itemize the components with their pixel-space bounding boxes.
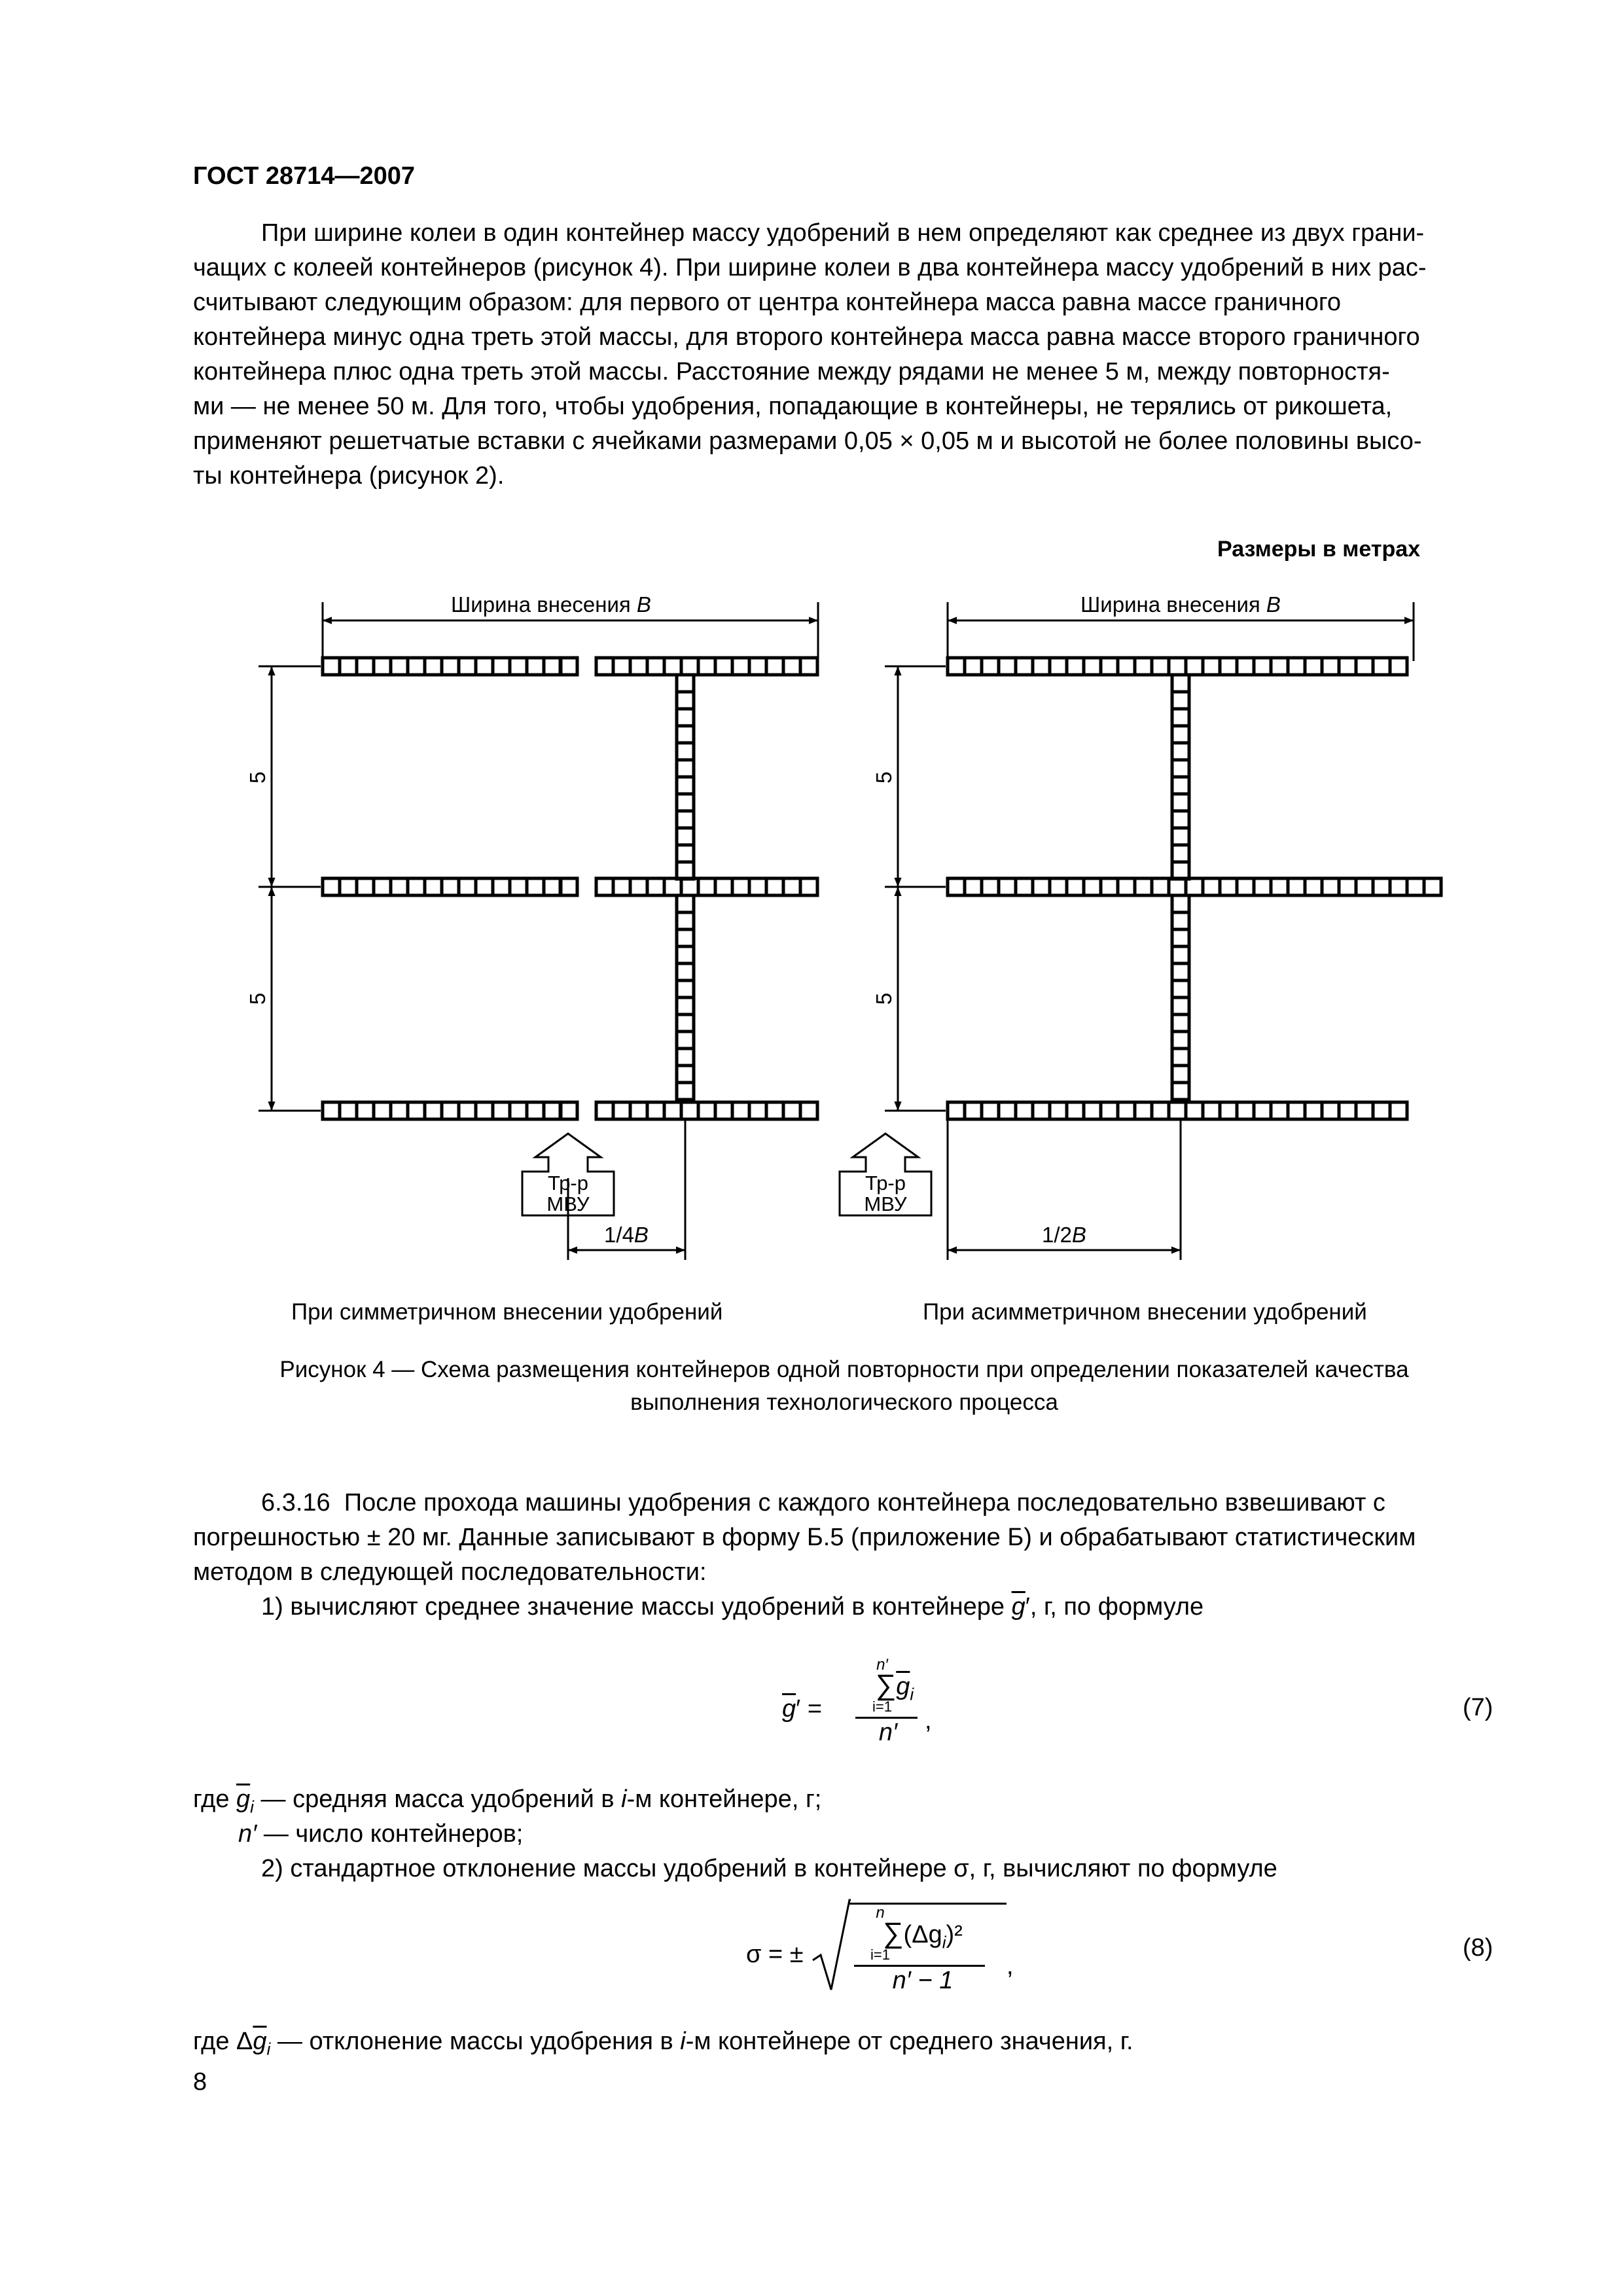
center-container-cell — [560, 878, 577, 895]
container-cell — [965, 878, 982, 895]
track-container-cell — [677, 1083, 694, 1100]
container-cell — [391, 1102, 408, 1119]
item-1-symbol: $\overline{g}$ — [1011, 1593, 1026, 1621]
where-1-i: i — [621, 1785, 627, 1813]
container-cell — [323, 658, 340, 675]
where-1-sub: i — [250, 1797, 254, 1817]
container-cell — [1288, 658, 1305, 675]
container-cell — [766, 1102, 783, 1119]
container-cell — [647, 1102, 664, 1119]
track-container-cell — [677, 777, 694, 794]
formula-8-sum: ∑ — [883, 1917, 904, 1949]
container-cell — [1237, 878, 1254, 895]
track-container-cell — [677, 980, 694, 997]
container-cell — [1220, 878, 1237, 895]
track-container-cell — [677, 811, 694, 828]
track-container-cell — [677, 709, 694, 726]
container-cell — [1305, 658, 1322, 675]
intro-line: ты контейнера (рисунок 2). — [193, 462, 505, 490]
container-cell — [698, 658, 715, 675]
formula-7-tail: , — [925, 1707, 932, 1734]
where-3-end: -м контейнере от среднего значения, г. — [685, 2028, 1133, 2055]
container-cell — [613, 1102, 630, 1119]
container-cell — [982, 658, 999, 675]
track-container-cell — [1172, 692, 1189, 709]
container-cell — [715, 1102, 732, 1119]
container-cell — [965, 1102, 982, 1119]
container-cell — [749, 1102, 766, 1119]
container-cell — [527, 878, 544, 895]
container-cell — [1186, 878, 1203, 895]
formula-7-lower: i=1 — [872, 1698, 892, 1715]
formula-7-term-sub: i — [910, 1684, 914, 1704]
container-cell — [732, 878, 749, 895]
track-container-cell — [1172, 828, 1189, 845]
container-cell — [681, 658, 698, 675]
container-cell — [613, 658, 630, 675]
container-cell — [732, 658, 749, 675]
container-cell — [510, 878, 527, 895]
container-cell — [510, 658, 527, 675]
container-cell — [1390, 1102, 1407, 1119]
container-cell — [1033, 878, 1050, 895]
container-cell — [1033, 658, 1050, 675]
container-cell — [1254, 878, 1271, 895]
track-container-cell — [1172, 760, 1189, 777]
container-cell — [766, 878, 783, 895]
section-line-2: погрешностью ± 20 мг. Данные записывают в форму Б.5 (приложение Б) и обрабатывают статистическим — [193, 1524, 1416, 1551]
track-container-cell — [677, 997, 694, 1014]
formula-7-lhs-eq: ′ = — [796, 1695, 823, 1723]
left-container-grid — [323, 658, 817, 1119]
container-cell — [1135, 658, 1152, 675]
container-cell — [340, 658, 357, 675]
container-cell — [1050, 658, 1067, 675]
container-cell — [715, 878, 732, 895]
left-subcaption: При симметричном внесении удобрений — [291, 1299, 723, 1325]
right-subcaption: При асимметричном внесении удобрений — [923, 1299, 1367, 1325]
intro-line: При ширине колеи в один контейнер массу удобрений в нем определяют как среднее из двух грани- — [261, 219, 1425, 247]
container-cell — [1016, 878, 1033, 895]
container-cell — [1067, 1102, 1084, 1119]
where-1-text: — средняя масса удобрений в — [253, 1785, 622, 1813]
container-cell — [323, 878, 340, 895]
container-cell — [476, 878, 493, 895]
track-container-cell — [1172, 743, 1189, 760]
container-cell — [459, 1102, 476, 1119]
container-cell — [1424, 878, 1441, 895]
track-container-cell — [1172, 1014, 1189, 1031]
track-container-cell — [677, 912, 694, 929]
container-cell — [323, 1102, 340, 1119]
container-cell — [613, 878, 630, 895]
container-cell — [1390, 878, 1407, 895]
container-cell — [476, 658, 493, 675]
track-container-cell — [1172, 963, 1189, 980]
track-container-cell — [677, 828, 694, 845]
where-3-text: — отклонение массы удобрения в — [270, 2028, 681, 2055]
formula-7-sum: ∑ — [875, 1669, 897, 1701]
track-container-cell — [677, 963, 694, 980]
equation-number-8: (8) — [1463, 1934, 1493, 1962]
where-3-sub: i — [266, 2039, 271, 2059]
equation-number-7: (7) — [1463, 1694, 1493, 1721]
item-1-suffix: ′, г, по формуле — [1025, 1593, 1204, 1621]
formula-8-tail: , — [1007, 1952, 1014, 1980]
container-cell — [1050, 878, 1067, 895]
track-container-cell — [677, 675, 694, 692]
where-2-symbol: n′ — [238, 1820, 257, 1848]
figure-caption — [193, 1354, 1495, 1419]
track-container-cell — [677, 1066, 694, 1083]
container-cell — [1322, 878, 1339, 895]
track-container-cell — [1172, 1083, 1189, 1100]
container-cell — [1254, 1102, 1271, 1119]
right-machine-label-2: МВУ — [864, 1193, 907, 1215]
container-cell — [1220, 1102, 1237, 1119]
page-number: 8 — [193, 2068, 207, 2096]
track-container-cell — [1172, 794, 1189, 811]
where-2-text: — число контейнеров; — [257, 1820, 524, 1848]
container-cell — [596, 1102, 613, 1119]
formula-8-term-end: )² — [946, 1921, 963, 1948]
container-cell — [442, 878, 459, 895]
section-line-1 — [261, 1489, 1385, 1517]
document-header: ГОСТ 28714—2007 — [193, 162, 416, 190]
container-cell — [664, 1102, 681, 1119]
track-container-cell — [1172, 675, 1189, 692]
container-cell — [948, 878, 965, 895]
container-cell — [357, 658, 374, 675]
right-container-grid — [948, 658, 1441, 1119]
container-cell — [1390, 658, 1407, 675]
section-text: После прохода машины удобрения с каждого контейнера последовательно взвешивают с — [344, 1489, 1385, 1516]
container-cell — [1169, 878, 1186, 895]
container-cell — [391, 658, 408, 675]
track-container-cell — [677, 1014, 694, 1031]
intro-line: контейнера минус одна треть этой массы, для второго контейнера масса равна массе второго граничного — [193, 323, 1420, 351]
track-container-cell — [677, 760, 694, 777]
left-row-label-2: 5 — [245, 992, 270, 1005]
container-cell — [965, 658, 982, 675]
track-container-cell — [1172, 726, 1189, 743]
track-container-cell — [1172, 1049, 1189, 1066]
container-cell — [766, 658, 783, 675]
formula-8-term-sub: i — [942, 1932, 946, 1952]
track-container-cell — [677, 726, 694, 743]
container-cell — [493, 658, 510, 675]
track-container-cell — [1172, 895, 1189, 912]
container-cell — [1322, 658, 1339, 675]
container-cell — [1203, 1102, 1220, 1119]
center-container-cell — [560, 1102, 577, 1119]
figure-caption-line-1: Рисунок 4 — Схема размещения контейнеров одной повторности при определении показателей качества — [279, 1357, 1409, 1382]
container-cell — [340, 878, 357, 895]
container-cell — [596, 878, 613, 895]
container-cell — [1373, 658, 1390, 675]
container-cell — [1237, 658, 1254, 675]
container-cell — [1169, 1102, 1186, 1119]
container-cell — [1118, 1102, 1135, 1119]
container-cell — [630, 658, 647, 675]
container-cell — [732, 1102, 749, 1119]
figure-caption-line-2: выполнения технологического процесса — [630, 1390, 1058, 1415]
container-cell — [749, 658, 766, 675]
section-number: 6.3.16 — [261, 1489, 330, 1516]
formula-7-term: $\overline{g}$ — [896, 1673, 910, 1700]
track-container-cell — [677, 862, 694, 879]
container-cell — [1356, 1102, 1373, 1119]
container-cell — [442, 1102, 459, 1119]
container-cell — [999, 1102, 1016, 1119]
track-container-cell — [677, 1049, 694, 1066]
container-cell — [1271, 658, 1288, 675]
formula-8-upper: n — [876, 1904, 885, 1922]
container-cell — [630, 878, 647, 895]
container-cell — [1101, 1102, 1118, 1119]
formula-8-lower: i=1 — [870, 1946, 890, 1963]
container-cell — [1152, 658, 1169, 675]
formula-8-lhs: σ = ± — [746, 1941, 804, 1968]
container-cell — [982, 1102, 999, 1119]
track-container-cell — [1172, 946, 1189, 963]
container-cell — [783, 878, 800, 895]
item-2: 2) стандартное отклонение массы удобрений в контейнере σ, г, вычисляют по формуле — [261, 1855, 1277, 1882]
where-2 — [238, 1820, 523, 1848]
container-cell — [1339, 1102, 1356, 1119]
container-cell — [442, 658, 459, 675]
container-cell — [1033, 1102, 1050, 1119]
where-1 — [193, 1785, 821, 1818]
container-cell — [391, 878, 408, 895]
container-cell — [527, 658, 544, 675]
container-cell — [1084, 658, 1101, 675]
track-container-cell — [677, 692, 694, 709]
where-1-prefix: где — [193, 1785, 230, 1813]
formula-7-lhs: $\overline{g}$ — [782, 1695, 796, 1723]
container-cell — [1084, 1102, 1101, 1119]
container-cell — [1407, 878, 1424, 895]
track-container-cell — [1172, 777, 1189, 794]
container-cell — [1016, 658, 1033, 675]
container-cell — [408, 878, 425, 895]
container-cell — [1271, 878, 1288, 895]
container-cell — [1237, 1102, 1254, 1119]
container-cell — [374, 878, 391, 895]
container-cell — [800, 658, 817, 675]
container-cell — [459, 658, 476, 675]
container-cell — [357, 878, 374, 895]
container-cell — [1356, 878, 1373, 895]
where-3-i: i — [680, 2028, 686, 2055]
item-1-text: 1) вычисляют среднее значение массы удобрений в контейнере — [261, 1593, 1005, 1621]
formula-8-term: (Δg — [903, 1921, 942, 1948]
container-cell — [408, 1102, 425, 1119]
left-machine-label-2: МВУ — [546, 1193, 590, 1215]
container-cell — [1288, 878, 1305, 895]
container-cell — [459, 878, 476, 895]
container-cell — [800, 878, 817, 895]
container-cell — [1254, 658, 1271, 675]
container-cell — [1101, 878, 1118, 895]
track-container-cell — [1172, 980, 1189, 997]
formula-8-denominator: n′ − 1 — [892, 1966, 954, 1994]
container-cell — [425, 1102, 442, 1119]
container-cell — [749, 878, 766, 895]
section-line-3: методом в следующей последовательности: — [193, 1558, 707, 1586]
track-container-cell — [677, 845, 694, 862]
container-cell — [1373, 878, 1390, 895]
container-cell — [1322, 1102, 1339, 1119]
container-cell — [1339, 658, 1356, 675]
left-machine-label-1: Тр-р — [548, 1172, 588, 1194]
left-width-label: Ширина внесения B — [451, 592, 651, 617]
track-container-cell — [1172, 1066, 1189, 1083]
formula-7-denominator: n′ — [878, 1718, 898, 1746]
track-container-cell — [677, 743, 694, 760]
container-cell — [1288, 1102, 1305, 1119]
container-cell — [374, 658, 391, 675]
container-cell — [1084, 878, 1101, 895]
where-3-symbol: $\overline{g}$ — [253, 2028, 267, 2055]
container-cell — [681, 878, 698, 895]
container-cell — [1169, 658, 1186, 675]
track-container-cell — [1172, 912, 1189, 929]
container-cell — [783, 1102, 800, 1119]
container-cell — [630, 1102, 647, 1119]
right-row-label-2: 5 — [872, 992, 896, 1005]
container-cell — [1271, 1102, 1288, 1119]
intro-line: чащих с колеей контейнеров (рисунок 4). При ширине колеи в два контейнера массу удобрений в них рас- — [193, 254, 1427, 281]
track-container-cell — [1172, 929, 1189, 946]
intro-line: считывают следующим образом: для первого от центра контейнера масса равна массе граничного — [193, 289, 1342, 316]
intro-paragraph — [193, 216, 1495, 493]
container-cell — [340, 1102, 357, 1119]
container-cell — [715, 658, 732, 675]
container-cell — [1203, 878, 1220, 895]
container-cell — [493, 1102, 510, 1119]
where-1-end: -м контейнере, г; — [626, 1785, 822, 1813]
container-cell — [544, 658, 561, 675]
container-cell — [1050, 1102, 1067, 1119]
container-cell — [476, 1102, 493, 1119]
container-cell — [1339, 878, 1356, 895]
container-cell — [1101, 658, 1118, 675]
track-container-cell — [1172, 845, 1189, 862]
container-cell — [493, 878, 510, 895]
track-container-cell — [677, 794, 694, 811]
container-cell — [1186, 1102, 1203, 1119]
container-cell — [1373, 1102, 1390, 1119]
item-1 — [261, 1593, 1204, 1621]
container-cell — [948, 1102, 965, 1119]
center-container-cell — [560, 658, 577, 675]
track-container-cell — [1172, 997, 1189, 1014]
container-cell — [1135, 878, 1152, 895]
container-cell — [664, 878, 681, 895]
right-row-label-1: 5 — [872, 771, 896, 784]
container-cell — [1186, 658, 1203, 675]
container-cell — [1067, 878, 1084, 895]
right-width-label: Ширина внесения B — [1080, 592, 1281, 617]
track-container-cell — [677, 895, 694, 912]
track-container-cell — [1172, 862, 1189, 879]
container-cell — [698, 1102, 715, 1119]
track-container-cell — [677, 946, 694, 963]
container-cell — [425, 878, 442, 895]
intro-line: ми — не менее 50 м. Для того, чтобы удобрения, попадающие в контейнеры, не терялись от рикошета, — [193, 393, 1393, 420]
formula-7-upper: n′ — [876, 1656, 888, 1674]
container-cell — [1220, 658, 1237, 675]
track-container-cell — [677, 929, 694, 946]
track-container-cell — [1172, 709, 1189, 726]
container-cell — [1135, 1102, 1152, 1119]
container-cell — [1152, 1102, 1169, 1119]
where-3 — [193, 2028, 1133, 2060]
container-cell — [510, 1102, 527, 1119]
container-cell — [698, 878, 715, 895]
track-container-cell — [1172, 1031, 1189, 1049]
container-cell — [999, 658, 1016, 675]
container-cell — [544, 1102, 561, 1119]
units-note: Размеры в метрах — [1217, 537, 1421, 562]
container-cell — [596, 658, 613, 675]
container-cell — [647, 658, 664, 675]
container-cell — [681, 1102, 698, 1119]
container-cell — [408, 658, 425, 675]
container-cell — [357, 1102, 374, 1119]
container-cell — [1016, 1102, 1033, 1119]
container-cell — [783, 658, 800, 675]
container-layout-figure — [0, 576, 1623, 1374]
container-cell — [527, 1102, 544, 1119]
container-cell — [1305, 1102, 1322, 1119]
right-fraction-label: 1/2B — [1042, 1223, 1086, 1247]
container-cell — [1118, 878, 1135, 895]
container-cell — [1118, 658, 1135, 675]
container-cell — [544, 878, 561, 895]
where-3-prefix: где Δ — [193, 2028, 253, 2055]
track-container-cell — [677, 1031, 694, 1049]
container-cell — [982, 878, 999, 895]
container-cell — [1356, 658, 1373, 675]
container-cell — [1067, 658, 1084, 675]
container-cell — [800, 1102, 817, 1119]
container-cell — [647, 878, 664, 895]
left-row-label-1: 5 — [245, 771, 270, 784]
container-cell — [1305, 878, 1322, 895]
left-fraction-label: 1/4B — [604, 1223, 649, 1247]
where-1-symbol: $\overline{g}$ — [236, 1785, 251, 1813]
container-cell — [999, 878, 1016, 895]
right-machine-label-1: Тр-р — [865, 1172, 906, 1194]
intro-line: контейнера плюс одна треть этой массы. Расстояние между рядами не менее 5 м, между повторностя- — [193, 358, 1390, 386]
container-cell — [1203, 658, 1220, 675]
track-container-cell — [1172, 811, 1189, 828]
container-cell — [1152, 878, 1169, 895]
intro-line: применяют решетчатые вставки с ячейками размерами 0,05 × 0,05 м и высотой не более половины высо- — [193, 427, 1422, 455]
container-cell — [664, 658, 681, 675]
container-cell — [374, 1102, 391, 1119]
container-cell — [425, 658, 442, 675]
container-cell — [948, 658, 965, 675]
